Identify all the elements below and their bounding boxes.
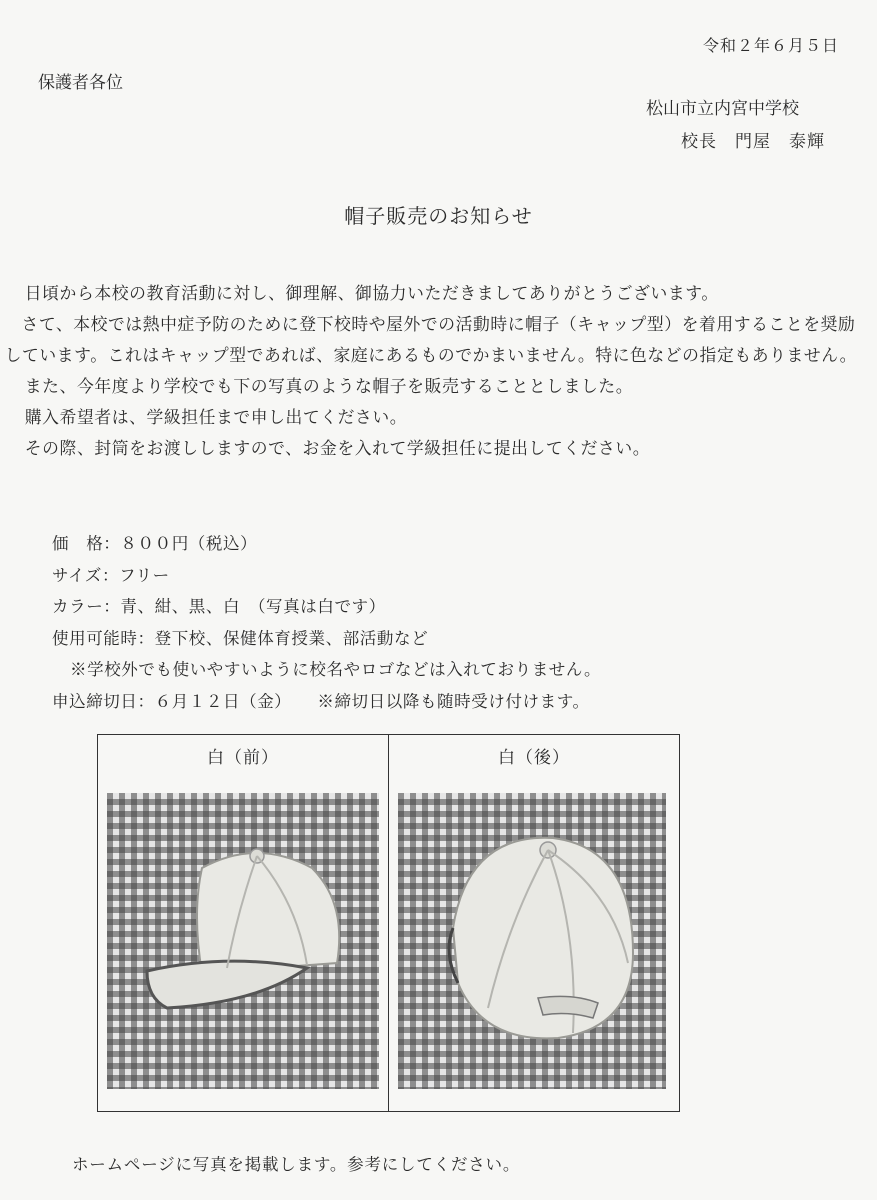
- cap-back-photo: [398, 793, 666, 1089]
- color-row: カラー：青、紺、黒、白 （写真は白です）: [52, 597, 386, 616]
- footer-note: ホームページに写真を掲載します。参考にしてください。: [72, 1155, 521, 1174]
- body-paragraph: さて、本校では熱中症予防のために登下校時や屋外での活動時に帽子（キャップ型）を着用することを奨励しています。これはキャップ型であれば、家庭にあるものでかまいません。特に色などの指定もありません。: [4, 314, 857, 365]
- photo-table: [97, 734, 680, 1112]
- principal-name: 校長 門屋 泰輝: [681, 132, 825, 152]
- school-name: 松山市立内宮中学校: [646, 99, 799, 119]
- body-paragraph: 日頃から本校の教育活動に対し、御理解、御協力いただきましてありがとうございます。: [24, 283, 719, 303]
- usage-row: 使用可能時：登下校、保健体育授業、部活動など: [52, 628, 429, 648]
- body-paragraph: その際、封筒をお渡ししますので、お金を入れて学級担任に提出してください。: [24, 438, 651, 458]
- cap-front-photo: [107, 793, 379, 1089]
- cap-back-icon: [398, 793, 666, 1089]
- product-details: [52, 528, 601, 717]
- deadline-row: 申込締切日：６月１２日（金） ※締切日以降も随時受け付けます。: [52, 691, 590, 711]
- page-title: 帽子販売のお知らせ: [344, 204, 533, 228]
- date: 令和２年６月５日: [702, 36, 839, 55]
- body-paragraph: 購入希望者は、学級担任まで申し出てください。: [24, 407, 408, 427]
- price-row: 価 格：８００円（税込）: [52, 534, 258, 553]
- body-paragraph: また、今年度より学校でも下の写真のような帽子を販売することとしました。: [24, 376, 634, 396]
- body-text: [4, 278, 866, 464]
- size-row: サイズ：フリー: [52, 565, 170, 585]
- photo-cell-front: [98, 735, 388, 1111]
- recipient: 保護者各位: [38, 73, 123, 93]
- photo-caption: 白（前）: [207, 748, 279, 768]
- note-row: ※学校外でも使いやすいように校名やロゴなどは入れておりません。: [70, 660, 602, 679]
- photo-cell-back: [388, 735, 679, 1111]
- photo-caption: 白（後）: [498, 748, 570, 768]
- cap-front-icon: [107, 793, 379, 1089]
